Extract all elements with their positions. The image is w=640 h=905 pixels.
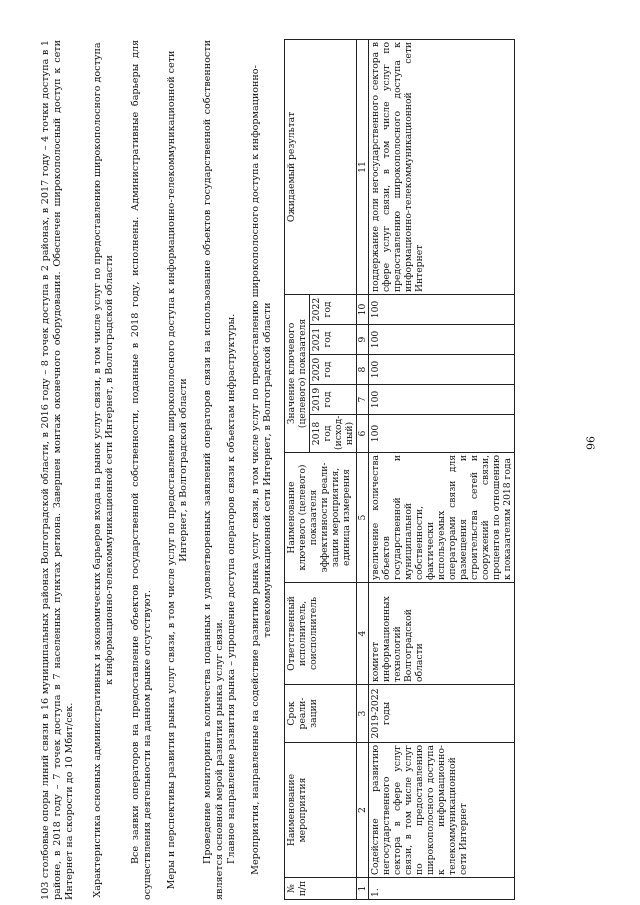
row-indicator: увеличение количества объектов государственной и муниципальной собственности, фактически используемых операторами связи для размещения и строительства сетей и сооружений связи, процентов по отношению к показателям 2018 года bbox=[369, 453, 515, 583]
row-value-2022: 100 bbox=[369, 294, 515, 324]
page-number: 96 bbox=[583, 436, 597, 450]
header-executor: Ответственный исполнитель, соисполнитель bbox=[285, 583, 357, 685]
column-number: 6 bbox=[357, 415, 369, 453]
column-number: 3 bbox=[357, 685, 369, 743]
header-year: 2022 год bbox=[310, 294, 357, 324]
rotated-page-content bbox=[40, 40, 600, 900]
column-number: 10 bbox=[357, 294, 369, 324]
requests-paragraph: Все заявки операторов на предоставление объектов государственной собственности, поданные в 2018 году, исполнены. Административные барьеры для осуществления деятельности на данном рынке отсутствуют. bbox=[130, 40, 153, 900]
column-number: 2 bbox=[357, 743, 369, 878]
row-event: Содействие развитию негосударственного сектора в сфере услуг связи, в том числе услуг по предоставлению широкополосного доступа к информационно-телекоммуникационной сети Интернет bbox=[369, 743, 515, 878]
header-number: № п/п bbox=[285, 878, 357, 900]
column-number: 5 bbox=[357, 453, 369, 583]
header-term: Срок реали-зации bbox=[285, 685, 357, 743]
table-row bbox=[369, 39, 515, 899]
header-indicator: Наименование ключевого (целевого) показателя эффективности реали-зации мероприятия, единица измерения bbox=[285, 453, 357, 583]
column-number-row bbox=[357, 39, 369, 899]
header-year: 2019 год bbox=[310, 385, 357, 415]
column-number: 11 bbox=[357, 39, 369, 294]
column-number: 4 bbox=[357, 583, 369, 685]
column-number: 1 bbox=[357, 878, 369, 900]
row-value-2019: 100 bbox=[369, 385, 515, 415]
header-year: 2018 год (исход-ный) bbox=[310, 415, 357, 453]
column-number: 7 bbox=[357, 385, 369, 415]
row-value-2020: 100 bbox=[369, 355, 515, 385]
row-result: поддержание доли негосударственного сектора в сфере услуг связи, в том числе услуг по предоставлению широкополосного доступа к информационно-телекоммуникационной сети Интернет bbox=[369, 39, 515, 294]
events-table bbox=[284, 39, 515, 900]
row-executor: комитет информационных технологий Волгоградской области bbox=[369, 583, 515, 685]
section-heading-events: Мероприятия, направленные на содействие развитию рынка услуг связи, в том числе услуг по предоставлению широкополосного доступа к информационно-телекоммуникационной сети Интернет, в Волгоградской области bbox=[250, 65, 273, 875]
column-number: 8 bbox=[357, 355, 369, 385]
section-heading-measures: Меры и перспективы развития рынка услуг связи, в том числе услуг по предоставлению широкополосного доступа к информационно-телекоммуникационной сети Интернет, в Волгоградской области bbox=[166, 50, 189, 890]
row-number: 1. bbox=[369, 878, 515, 900]
header-result: Ожидаемый результат bbox=[285, 39, 357, 294]
column-number: 9 bbox=[357, 325, 369, 355]
header-year: 2021 год bbox=[310, 325, 357, 355]
header-indicator-value: Значение ключевого (целевого) показателя bbox=[285, 294, 310, 452]
header-year: 2020 год bbox=[310, 355, 357, 385]
row-value-2021: 100 bbox=[369, 325, 515, 355]
monitoring-paragraph: Проведение мониторинга количества поданных и удовлетворенных заявлений операторов связи на использование объектов государственной собственности является основной мерой развития рынка услуг связи. bbox=[202, 40, 225, 900]
row-term: 2019-2022 годы bbox=[369, 685, 515, 743]
direction-paragraph: Главное направление развития рынка – упрощение доступа операторов связи к объектам инфраструктуры. bbox=[226, 313, 237, 864]
section-heading-characteristics: Характеристика основных административных и экономических барьеров входа на рынок услуг связи, в том числе услуг по предоставлению широкополосного доступа к информационно-телекоммуникационной сети Интернет, в Волгоградской области bbox=[92, 42, 115, 898]
intro-paragraph: 103 столбовые опоры линий связи в 16 муниципальных районах Волгоградской области, в 2016 году – 8 точек доступа в 2 районах, в 2017 году – 4 точки доступа в 1 районе, в 2018 году – 7 точек доступа в 7 населенных пунктах региона. Завершен монтаж оконечного оборудования. Обеспечен широкополосный доступ к сети Интернет на скорости до 10 Мбит/сек. bbox=[40, 40, 75, 900]
header-event: Наименование мероприятия bbox=[285, 743, 357, 878]
row-value-2018: 100 bbox=[369, 415, 515, 453]
